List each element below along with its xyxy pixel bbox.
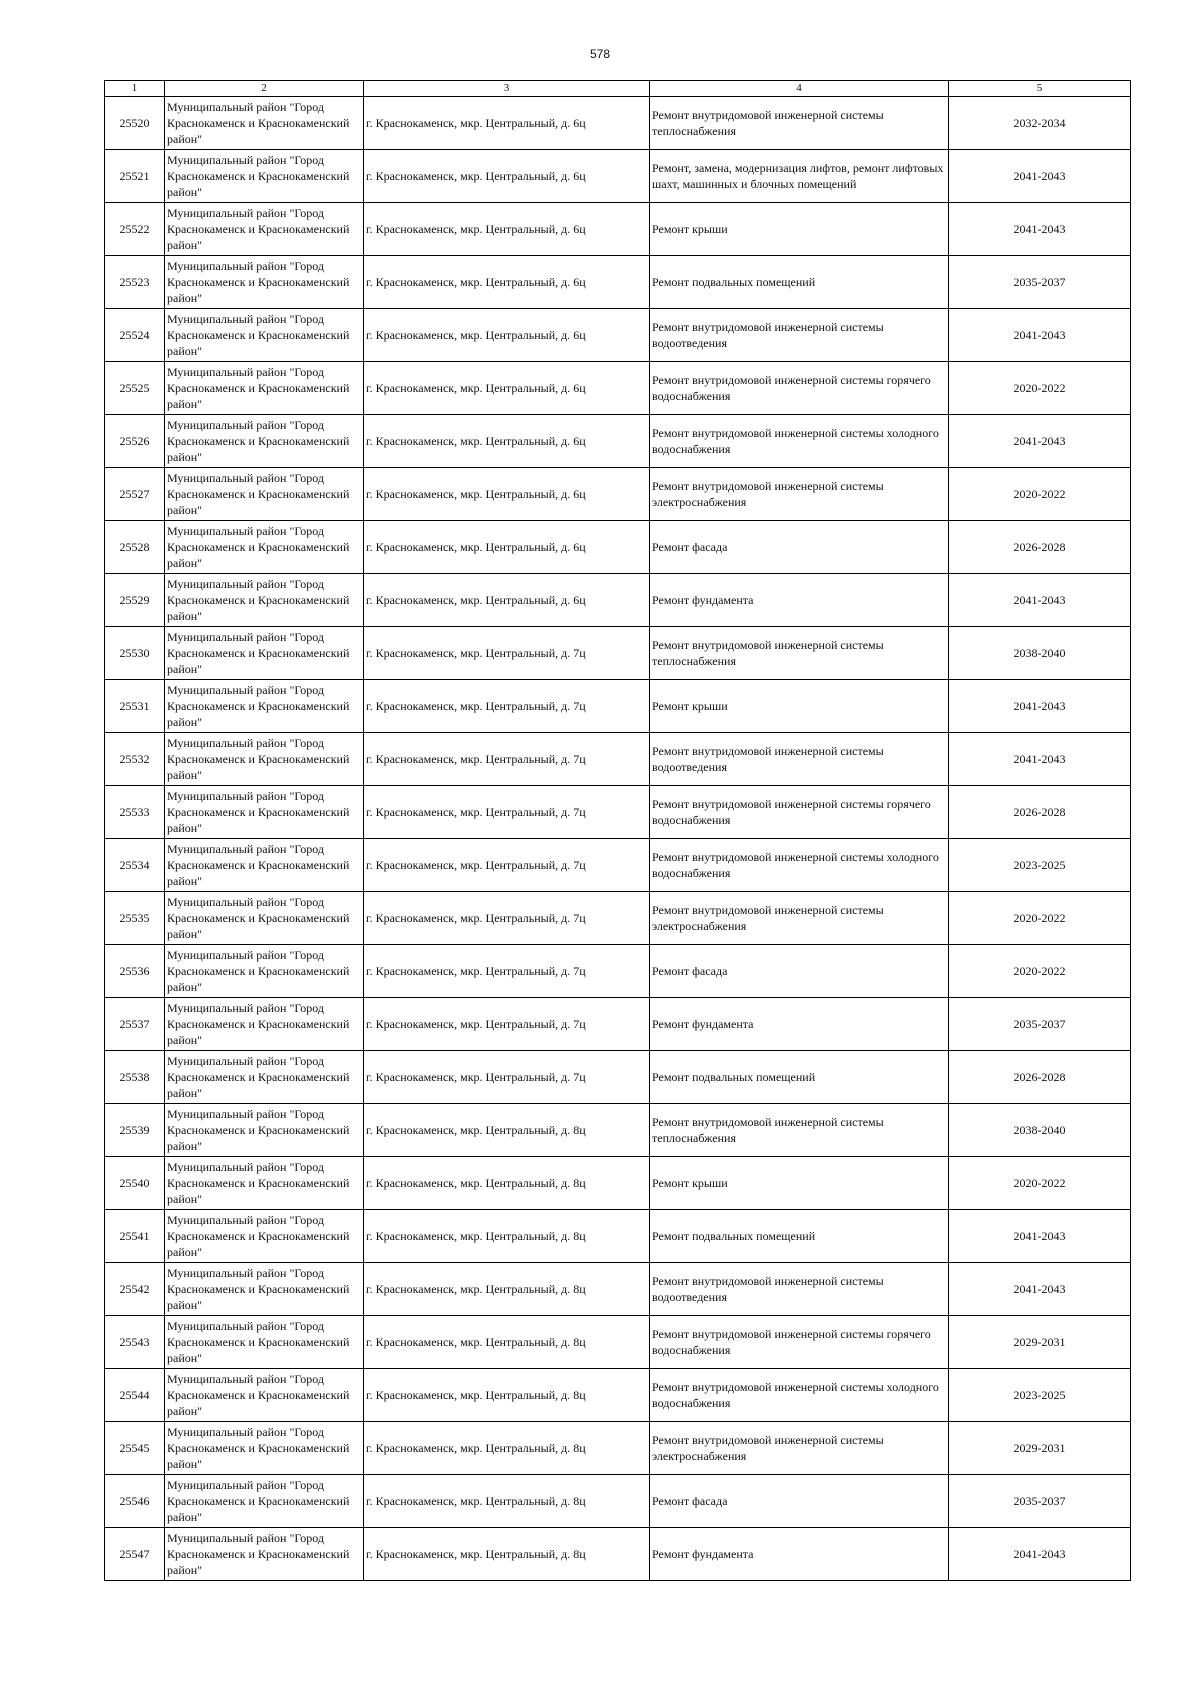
address-cell: г. Краснокаменск, мкр. Центральный, д. 7ц — [364, 680, 650, 733]
work-type-cell: Ремонт фасада — [650, 945, 949, 998]
period-cell: 2020-2022 — [949, 362, 1131, 415]
address-cell: г. Краснокаменск, мкр. Центральный, д. 8ц — [364, 1528, 650, 1581]
municipality-cell: Муниципальный район "Город Краснокаменск и Краснокаменский район" — [165, 256, 364, 309]
column-header: 5 — [949, 81, 1131, 97]
row-number: 25529 — [105, 574, 165, 627]
table-row — [105, 786, 1131, 839]
table-row — [105, 362, 1131, 415]
work-type-cell: Ремонт внутридомовой инженерной системы водоотведения — [650, 733, 949, 786]
row-number: 25527 — [105, 468, 165, 521]
work-type-cell: Ремонт фундамента — [650, 1528, 949, 1581]
address-cell: г. Краснокаменск, мкр. Центральный, д. 7ц — [364, 627, 650, 680]
work-type-cell: Ремонт фундамента — [650, 574, 949, 627]
period-cell: 2038-2040 — [949, 1104, 1131, 1157]
row-number: 25521 — [105, 150, 165, 203]
table-row — [105, 1263, 1131, 1316]
column-header: 2 — [165, 81, 364, 97]
address-cell: г. Краснокаменск, мкр. Центральный, д. 8ц — [364, 1157, 650, 1210]
period-cell: 2020-2022 — [949, 1157, 1131, 1210]
table-row — [105, 256, 1131, 309]
row-number: 25534 — [105, 839, 165, 892]
work-type-cell: Ремонт внутридомовой инженерной системы электроснабжения — [650, 468, 949, 521]
row-number: 25526 — [105, 415, 165, 468]
address-cell: г. Краснокаменск, мкр. Центральный, д. 8ц — [364, 1210, 650, 1263]
period-cell: 2029-2031 — [949, 1422, 1131, 1475]
address-cell: г. Краснокаменск, мкр. Центральный, д. 6ц — [364, 97, 650, 150]
municipality-cell: Муниципальный район "Город Краснокаменск и Краснокаменский район" — [165, 150, 364, 203]
period-cell: 2023-2025 — [949, 839, 1131, 892]
column-header: 1 — [105, 81, 165, 97]
table-row — [105, 415, 1131, 468]
work-type-cell: Ремонт фасада — [650, 521, 949, 574]
address-cell: г. Краснокаменск, мкр. Центральный, д. 6ц — [364, 521, 650, 574]
municipality-cell: Муниципальный район "Город Краснокаменск и Краснокаменский район" — [165, 786, 364, 839]
header-row — [105, 81, 1131, 97]
period-cell: 2026-2028 — [949, 521, 1131, 574]
work-type-cell: Ремонт внутридомовой инженерной системы теплоснабжения — [650, 97, 949, 150]
table-row — [105, 1210, 1131, 1263]
address-cell: г. Краснокаменск, мкр. Центральный, д. 7ц — [364, 998, 650, 1051]
row-number: 25523 — [105, 256, 165, 309]
work-type-cell: Ремонт внутридомовой инженерной системы водоотведения — [650, 1263, 949, 1316]
row-number: 25539 — [105, 1104, 165, 1157]
period-cell: 2041-2043 — [949, 1263, 1131, 1316]
table-row — [105, 627, 1131, 680]
work-type-cell: Ремонт подвальных помещений — [650, 1210, 949, 1263]
period-cell: 2032-2034 — [949, 97, 1131, 150]
address-cell: г. Краснокаменск, мкр. Центральный, д. 6ц — [364, 309, 650, 362]
municipality-cell: Муниципальный район "Город Краснокаменск и Краснокаменский район" — [165, 362, 364, 415]
period-cell: 2035-2037 — [949, 998, 1131, 1051]
address-cell: г. Краснокаменск, мкр. Центральный, д. 7ц — [364, 945, 650, 998]
row-number: 25530 — [105, 627, 165, 680]
row-number: 25543 — [105, 1316, 165, 1369]
column-header: 4 — [650, 81, 949, 97]
municipality-cell: Муниципальный район "Город Краснокаменск и Краснокаменский район" — [165, 1263, 364, 1316]
table-row — [105, 1528, 1131, 1581]
row-number: 25535 — [105, 892, 165, 945]
period-cell: 2041-2043 — [949, 203, 1131, 256]
table-row — [105, 1422, 1131, 1475]
row-number: 25537 — [105, 998, 165, 1051]
address-cell: г. Краснокаменск, мкр. Центральный, д. 6ц — [364, 468, 650, 521]
work-type-cell: Ремонт крыши — [650, 203, 949, 256]
address-cell: г. Краснокаменск, мкр. Центральный, д. 6ц — [364, 203, 650, 256]
municipality-cell: Муниципальный район "Город Краснокаменск и Краснокаменский район" — [165, 521, 364, 574]
address-cell: г. Краснокаменск, мкр. Центральный, д. 8ц — [364, 1369, 650, 1422]
address-cell: г. Краснокаменск, мкр. Центральный, д. 7ц — [364, 839, 650, 892]
work-type-cell: Ремонт внутридомовой инженерной системы холодного водоснабжения — [650, 839, 949, 892]
work-type-cell: Ремонт подвальных помещений — [650, 1051, 949, 1104]
row-number: 25541 — [105, 1210, 165, 1263]
table-row — [105, 468, 1131, 521]
municipality-cell: Муниципальный район "Город Краснокаменск и Краснокаменский район" — [165, 1369, 364, 1422]
page-number: 578 — [589, 47, 611, 61]
row-number: 25540 — [105, 1157, 165, 1210]
municipality-cell: Муниципальный район "Город Краснокаменск и Краснокаменский район" — [165, 1210, 364, 1263]
table-row — [105, 945, 1131, 998]
address-cell: г. Краснокаменск, мкр. Центральный, д. 7ц — [364, 733, 650, 786]
work-type-cell: Ремонт внутридомовой инженерной системы теплоснабжения — [650, 627, 949, 680]
municipality-cell: Муниципальный район "Город Краснокаменск и Краснокаменский район" — [165, 1422, 364, 1475]
address-cell: г. Краснокаменск, мкр. Центральный, д. 6ц — [364, 256, 650, 309]
row-number: 25525 — [105, 362, 165, 415]
table-row — [105, 309, 1131, 362]
municipality-cell: Муниципальный район "Город Краснокаменск и Краснокаменский район" — [165, 1475, 364, 1528]
table-row — [105, 521, 1131, 574]
address-cell: г. Краснокаменск, мкр. Центральный, д. 7ц — [364, 1051, 650, 1104]
work-type-cell: Ремонт внутридомовой инженерной системы горячего водоснабжения — [650, 1316, 949, 1369]
row-number: 25544 — [105, 1369, 165, 1422]
period-cell: 2035-2037 — [949, 256, 1131, 309]
period-cell: 2026-2028 — [949, 786, 1131, 839]
row-number: 25532 — [105, 733, 165, 786]
table-row — [105, 733, 1131, 786]
row-number: 25546 — [105, 1475, 165, 1528]
address-cell: г. Краснокаменск, мкр. Центральный, д. 6ц — [364, 150, 650, 203]
municipality-cell: Муниципальный район "Город Краснокаменск и Краснокаменский район" — [165, 203, 364, 256]
work-type-cell: Ремонт внутридомовой инженерной системы электроснабжения — [650, 1422, 949, 1475]
address-cell: г. Краснокаменск, мкр. Центральный, д. 7ц — [364, 786, 650, 839]
municipality-cell: Муниципальный район "Город Краснокаменск и Краснокаменский район" — [165, 945, 364, 998]
municipality-cell: Муниципальный район "Город Краснокаменск и Краснокаменский район" — [165, 468, 364, 521]
table-row — [105, 1369, 1131, 1422]
row-number: 25528 — [105, 521, 165, 574]
municipality-cell: Муниципальный район "Город Краснокаменск и Краснокаменский район" — [165, 733, 364, 786]
municipality-cell: Муниципальный район "Город Краснокаменск и Краснокаменский район" — [165, 1528, 364, 1581]
municipality-cell: Муниципальный район "Город Краснокаменск и Краснокаменский район" — [165, 839, 364, 892]
address-cell: г. Краснокаменск, мкр. Центральный, д. 8ц — [364, 1316, 650, 1369]
period-cell: 2020-2022 — [949, 468, 1131, 521]
address-cell: г. Краснокаменск, мкр. Центральный, д. 8ц — [364, 1422, 650, 1475]
row-number: 25547 — [105, 1528, 165, 1581]
column-header: 3 — [364, 81, 650, 97]
address-cell: г. Краснокаменск, мкр. Центральный, д. 6ц — [364, 574, 650, 627]
row-number: 25545 — [105, 1422, 165, 1475]
work-type-cell: Ремонт фундамента — [650, 998, 949, 1051]
table-row — [105, 203, 1131, 256]
table-body — [105, 97, 1131, 1581]
period-cell: 2041-2043 — [949, 733, 1131, 786]
period-cell: 2041-2043 — [949, 415, 1131, 468]
period-cell: 2020-2022 — [949, 892, 1131, 945]
row-number: 25542 — [105, 1263, 165, 1316]
municipality-cell: Муниципальный район "Город Краснокаменск и Краснокаменский район" — [165, 1104, 364, 1157]
table-row — [105, 998, 1131, 1051]
municipality-cell: Муниципальный район "Город Краснокаменск и Краснокаменский район" — [165, 97, 364, 150]
table-row — [105, 1475, 1131, 1528]
table-row — [105, 839, 1131, 892]
table-row — [105, 1316, 1131, 1369]
row-number: 25533 — [105, 786, 165, 839]
period-cell: 2020-2022 — [949, 945, 1131, 998]
work-type-cell: Ремонт подвальных помещений — [650, 256, 949, 309]
repair-schedule-table — [104, 80, 1131, 1581]
row-number: 25522 — [105, 203, 165, 256]
municipality-cell: Муниципальный район "Город Краснокаменск и Краснокаменский район" — [165, 680, 364, 733]
period-cell: 2029-2031 — [949, 1316, 1131, 1369]
table-row — [105, 150, 1131, 203]
work-type-cell: Ремонт внутридомовой инженерной системы электроснабжения — [650, 892, 949, 945]
work-type-cell: Ремонт, замена, модернизация лифтов, ремонт лифтовых шахт, машинных и блочных помещений — [650, 150, 949, 203]
row-number: 25524 — [105, 309, 165, 362]
table-row — [105, 892, 1131, 945]
municipality-cell: Муниципальный район "Город Краснокаменск и Краснокаменский район" — [165, 309, 364, 362]
row-number: 25536 — [105, 945, 165, 998]
period-cell: 2026-2028 — [949, 1051, 1131, 1104]
period-cell: 2041-2043 — [949, 574, 1131, 627]
municipality-cell: Муниципальный район "Город Краснокаменск и Краснокаменский район" — [165, 1316, 364, 1369]
row-number: 25520 — [105, 97, 165, 150]
period-cell: 2035-2037 — [949, 1475, 1131, 1528]
municipality-cell: Муниципальный район "Город Краснокаменск и Краснокаменский район" — [165, 998, 364, 1051]
address-cell: г. Краснокаменск, мкр. Центральный, д. 8ц — [364, 1263, 650, 1316]
table-row — [105, 1051, 1131, 1104]
row-number: 25538 — [105, 1051, 165, 1104]
municipality-cell: Муниципальный район "Город Краснокаменск и Краснокаменский район" — [165, 627, 364, 680]
municipality-cell: Муниципальный район "Город Краснокаменск и Краснокаменский район" — [165, 415, 364, 468]
work-type-cell: Ремонт внутридомовой инженерной системы водоотведения — [650, 309, 949, 362]
table-row — [105, 574, 1131, 627]
period-cell: 2041-2043 — [949, 309, 1131, 362]
period-cell: 2038-2040 — [949, 627, 1131, 680]
period-cell: 2023-2025 — [949, 1369, 1131, 1422]
row-number: 25531 — [105, 680, 165, 733]
address-cell: г. Краснокаменск, мкр. Центральный, д. 6ц — [364, 362, 650, 415]
work-type-cell: Ремонт крыши — [650, 1157, 949, 1210]
period-cell: 2041-2043 — [949, 150, 1131, 203]
municipality-cell: Муниципальный район "Город Краснокаменск и Краснокаменский район" — [165, 1157, 364, 1210]
table-row — [105, 1157, 1131, 1210]
period-cell: 2041-2043 — [949, 1528, 1131, 1581]
work-type-cell: Ремонт фасада — [650, 1475, 949, 1528]
work-type-cell: Ремонт внутридомовой инженерной системы холодного водоснабжения — [650, 1369, 949, 1422]
period-cell: 2041-2043 — [949, 1210, 1131, 1263]
address-cell: г. Краснокаменск, мкр. Центральный, д. 7ц — [364, 892, 650, 945]
work-type-cell: Ремонт внутридомовой инженерной системы холодного водоснабжения — [650, 415, 949, 468]
work-type-cell: Ремонт внутридомовой инженерной системы горячего водоснабжения — [650, 362, 949, 415]
work-type-cell: Ремонт внутридомовой инженерной системы теплоснабжения — [650, 1104, 949, 1157]
municipality-cell: Муниципальный район "Город Краснокаменск и Краснокаменский район" — [165, 574, 364, 627]
period-cell: 2041-2043 — [949, 680, 1131, 733]
table-row — [105, 1104, 1131, 1157]
address-cell: г. Краснокаменск, мкр. Центральный, д. 8ц — [364, 1475, 650, 1528]
municipality-cell: Муниципальный район "Город Краснокаменск и Краснокаменский район" — [165, 1051, 364, 1104]
table-row — [105, 97, 1131, 150]
address-cell: г. Краснокаменск, мкр. Центральный, д. 8ц — [364, 1104, 650, 1157]
work-type-cell: Ремонт крыши — [650, 680, 949, 733]
municipality-cell: Муниципальный район "Город Краснокаменск и Краснокаменский район" — [165, 892, 364, 945]
work-type-cell: Ремонт внутридомовой инженерной системы горячего водоснабжения — [650, 786, 949, 839]
address-cell: г. Краснокаменск, мкр. Центральный, д. 6ц — [364, 415, 650, 468]
table-row — [105, 680, 1131, 733]
